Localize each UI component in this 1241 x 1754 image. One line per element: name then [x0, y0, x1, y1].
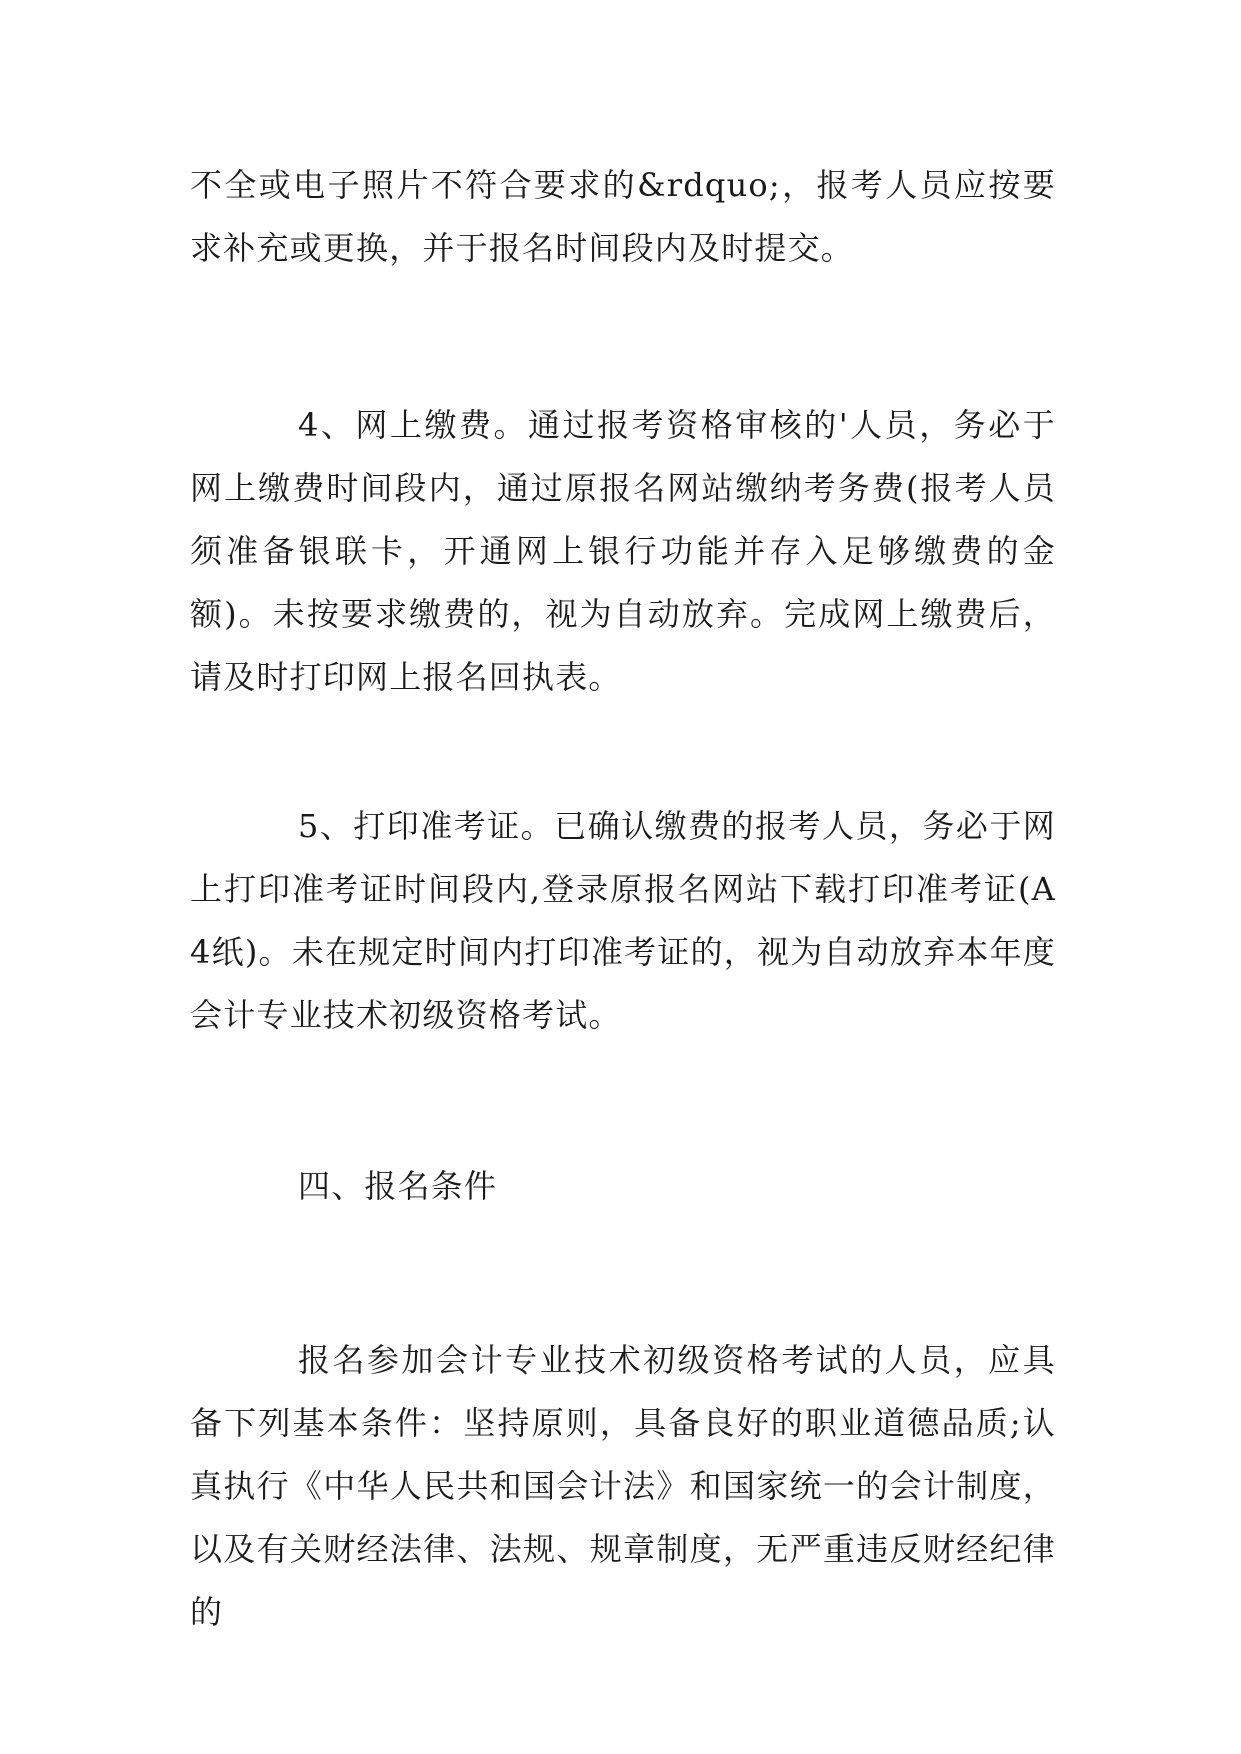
paragraph-photo-requirements: 不全或电子照片不符合要求的&rdquo;，报考人员应按要求补充或更换，并于报名时间段内及时提交。	[190, 166, 1056, 267]
paragraph-online-payment: 4、网上缴费。通过报考资格审核的'人员，务必于网上缴费时间段内，通过原报名网站缴纳考务费(报考人员须准备银联卡，开通网上银行功能并存入足够缴费的金额)。未按要求缴费的，视为自动放弃。完成网上缴费后，请及时打印网上报名回执表。	[190, 406, 1056, 696]
paragraph-basic-conditions: 报名参加会计专业技术初级资格考试的人员，应具备下列基本条件：坚持原则，具备良好的职业道德品质;认真执行《中华人民共和国会计法》和国家统一的会计制度，以及有关财经法律、法规、规章制度，无严重违反财经纪律的	[190, 1341, 1056, 1631]
section-heading-registration-conditions: 四、报名条件	[298, 1167, 498, 1205]
paragraph-print-admission-ticket: 5、打印准考证。已确认缴费的报考人员，务必于网上打印准考证时间段内,登录原报名网站下载打印准考证(A4纸)。未在规定时间内打印准考证的，视为自动放弃本年度会计专业技术初级资格考试。	[190, 807, 1056, 1034]
